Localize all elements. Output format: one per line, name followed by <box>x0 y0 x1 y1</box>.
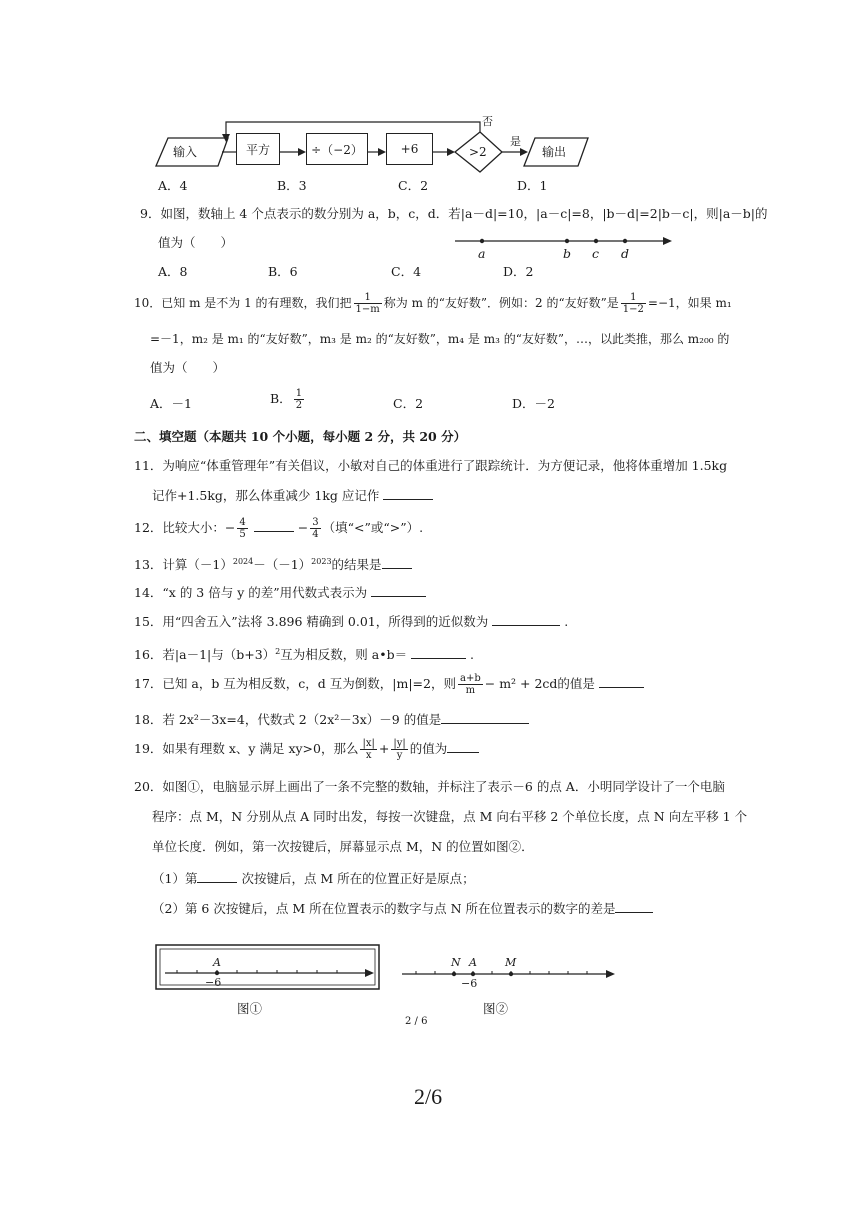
q17-frac-num: a+b <box>460 673 481 684</box>
q10-option-a: A．－1 <box>150 396 192 411</box>
q19-frac2-den: y <box>396 750 403 761</box>
q8-option-d: D．1 <box>517 178 548 193</box>
q19-frac1-num: |x| <box>362 738 375 749</box>
q13-c: 的结果是 <box>331 557 382 573</box>
q12-suffix: （填“<”或“>”）. <box>322 520 424 535</box>
q13-b: －（－1） <box>253 557 312 573</box>
q10-option-b <box>270 388 306 411</box>
q10-option-c: C．2 <box>393 396 424 411</box>
fig1-tick-label: −6 <box>205 976 222 989</box>
q13-a: 13．计算（－1） <box>134 557 233 573</box>
flowchart-arrows <box>150 110 590 180</box>
point-a <box>480 239 484 243</box>
q10-text-c: =−1，如果 m₁ <box>647 296 732 310</box>
q20-sub1 <box>152 870 475 887</box>
page-number-large: 2/6 <box>414 1084 443 1109</box>
q12-mid: − <box>297 520 309 535</box>
fig2-tick-label: −6 <box>461 977 478 990</box>
q17-a: 17．已知 a，b 互为相反数，c，d 互为倒数，|m|=2，则 <box>134 676 456 691</box>
q19-frac1 <box>360 738 376 761</box>
q10-option-b-frac <box>294 388 304 411</box>
q14-answer-blank <box>371 584 426 597</box>
q12-frac1-den: 5 <box>239 529 246 540</box>
q16: 16．若|a－1|与$(b+3)^2$互为相反数，则 a•b＝ . <box>134 647 475 663</box>
flow-add-label: +6 <box>400 142 419 156</box>
flow-divide-label: ÷（−2） <box>311 142 363 157</box>
q12-frac2-den: 4 <box>312 529 319 540</box>
flow-add-box <box>386 133 433 165</box>
q10-frac2-den: 1−2 <box>622 304 644 315</box>
q10-frac2 <box>621 292 646 315</box>
q17-b: − m² + 2cd的值是 <box>484 676 595 691</box>
q20-line2: 程序：点 M，N 分别从点 A 同时出发，每按一次键盘，点 M 向右平移 2 个单位长度，点 N 向左平移 1 个 <box>152 809 748 824</box>
q10-frac1-num: 1 <box>354 292 382 304</box>
q19-frac2-num: |y| <box>393 738 406 749</box>
fig1-caption: 图① <box>237 1001 263 1016</box>
q9-option-c: C．4 <box>391 264 422 279</box>
q13 <box>134 554 412 573</box>
q10-frac1-den: 1−m <box>355 304 380 315</box>
q18 <box>134 711 529 728</box>
q13-exp1: 2024 <box>232 557 254 566</box>
q8-option-a: A．4 <box>158 178 188 193</box>
q19-frac2 <box>391 738 407 761</box>
q19-frac1-den: x <box>365 750 372 761</box>
q9-option-d: D．2 <box>503 264 534 279</box>
q16-a: 16．若|a－1|与（b+3） <box>134 647 276 663</box>
flow-input-label: 输入 <box>173 145 198 159</box>
q16-exp: 2 <box>275 647 281 656</box>
fig2-label-M: M <box>505 956 517 969</box>
q11-answer-blank <box>383 487 433 500</box>
q16-answer-blank <box>411 646 466 659</box>
q15: 15．用“四舍五入”法将 3.896 精确到 0.01，所得到的近似数为 . <box>134 614 569 629</box>
fig2-point-M <box>509 972 513 976</box>
q20-sub1-b: 次按键后，点 M 所在的位置正好是原点； <box>241 871 475 886</box>
q12-frac1 <box>237 517 247 540</box>
fig2-label-N: N <box>451 956 461 969</box>
q9-label-c: c <box>592 246 600 261</box>
q9-label-a: a <box>478 246 486 261</box>
fig2-caption: 图② <box>483 1001 509 1016</box>
q19-plus: + <box>378 741 390 756</box>
flow-square-box <box>236 133 280 165</box>
q8-option-c: C．2 <box>398 178 429 193</box>
q20-sub2-text: （2）第 6 次按键后，点 M 所在位置表示的数字与点 N 所在位置表示的数字的差是 <box>152 901 616 916</box>
q12-frac1-num: 4 <box>239 517 246 528</box>
point-d <box>623 239 627 243</box>
q10-text-a: 10．已知 m 是不为 1 的有理数，我们把 <box>134 296 352 310</box>
q19-a: 19．如果有理数 x、y 满足 xy>0，那么 <box>134 741 359 756</box>
point-b <box>565 239 569 243</box>
q10-line2: =－1，m₂ 是 m₁ 的“友好数”，m₃ 是 m₂ 的“友好数”，m₄ 是 m₃ 的“友好数”，…，以此类推，那么 m₂₀₀ 的 <box>150 332 730 346</box>
q20-sub1-answer-blank <box>197 870 237 883</box>
q10-text-b: 称为 m 的“友好数”．例如：2 的“友好数”是 <box>383 296 619 310</box>
fig2-point-N <box>452 972 456 976</box>
q14-text: 14．“x 的 3 倍与 y 的差”用代数式表示为 <box>134 585 368 600</box>
q12-frac2-num: 3 <box>312 517 319 528</box>
q10-frac1 <box>354 292 382 315</box>
q10-option-b-prefix: B． <box>270 391 292 406</box>
q10-line3: 值为（ ） <box>150 360 226 375</box>
q9-option-b: B．6 <box>268 264 298 279</box>
q20-sub1-a: （1）第 <box>152 871 198 886</box>
q12-prefix: 12．比较大小：− <box>134 520 236 535</box>
q12-frac2 <box>310 517 320 540</box>
flow-no-label: 否 <box>482 115 493 128</box>
q19-answer-blank <box>447 740 479 753</box>
q15-answer-blank <box>492 613 560 626</box>
q19 <box>134 738 479 761</box>
section2-title: 二、填空题（本题共 10 个小题，每小题 2 分，共 20 分） <box>134 429 467 444</box>
q20-line3: 单位长度．例如，第一次按键后，屏幕显示点 M，N 的位置如图②． <box>152 839 534 854</box>
q13-exp2: 2023 <box>311 557 332 566</box>
q18-answer-blank <box>441 711 529 724</box>
q11-line2 <box>152 487 433 504</box>
q20-line1: 20．如图①，电脑显示屏上画出了一条不完整的数轴，并标注了表示－6 的点 A．小明同学设计了一个电脑 <box>134 779 725 794</box>
q17-answer-blank <box>599 675 644 688</box>
q13-answer-blank <box>382 556 412 569</box>
flow-output-label: 输出 <box>542 145 567 159</box>
flow-condition-label: >2 <box>469 145 487 159</box>
q10-option-d: D．－2 <box>512 396 555 411</box>
q9-option-a: A．8 <box>158 264 188 279</box>
q9-line1: 9．如图，数轴上 4 个点表示的数分别为 a，b，c，d．若|a－d|=10，|a－c|=8，|b－d|=2|b－c|，则|a－b|的 <box>140 206 768 221</box>
q17-frac <box>458 673 483 696</box>
q8-option-b: B．3 <box>277 178 307 193</box>
q9-line2: 值为（ ） <box>158 235 234 250</box>
fig1-point-A <box>215 971 219 975</box>
q17-frac-den: m <box>465 685 476 696</box>
q11-line1: 11．为响应“体重管理年”有关倡议，小敏对自己的体重进行了跟踪统计．为方便记录，他将体重增加 1.5kg <box>134 458 728 473</box>
page-number-small: 2 / 6 <box>405 1016 428 1027</box>
q20-sub2 <box>152 900 653 917</box>
q20-sub2-answer-blank <box>615 900 653 913</box>
flow-square-label: 平方 <box>245 142 270 157</box>
q10-option-b-den: 2 <box>295 400 303 411</box>
q10-frac2-num: 1 <box>621 292 646 304</box>
q16-b: 互为相反数，则 a•b＝ <box>280 647 408 663</box>
q14 <box>134 584 426 601</box>
q11-line2-text: 记作+1.5kg，那么体重减少 1kg 应记作 <box>152 488 380 503</box>
flow-yes-label: 是 <box>510 135 521 148</box>
q10-line1 <box>134 292 732 315</box>
figure-1 <box>155 944 385 996</box>
q18-text: 18．若 2x²－3x=4，代数式 2（2x²－3x）－9 的值是 <box>134 712 442 727</box>
q12 <box>134 517 423 540</box>
point-c <box>594 239 598 243</box>
fig2-point-A <box>471 972 475 976</box>
fig1-label-A: A <box>213 956 221 969</box>
q15-text: 15．用“四舍五入”法将 3.896 精确到 0.01，所得到的近似数为 <box>134 614 489 629</box>
q19-b: 的值为 <box>409 741 448 756</box>
q9-label-b: b <box>563 246 572 261</box>
fig2-label-A: A <box>469 956 477 969</box>
q12-answer-blank <box>254 519 294 532</box>
q10-option-b-num: 1 <box>295 388 303 399</box>
flow-divide-box <box>306 133 368 165</box>
q9-label-d: d <box>621 246 630 261</box>
q17 <box>134 673 644 696</box>
